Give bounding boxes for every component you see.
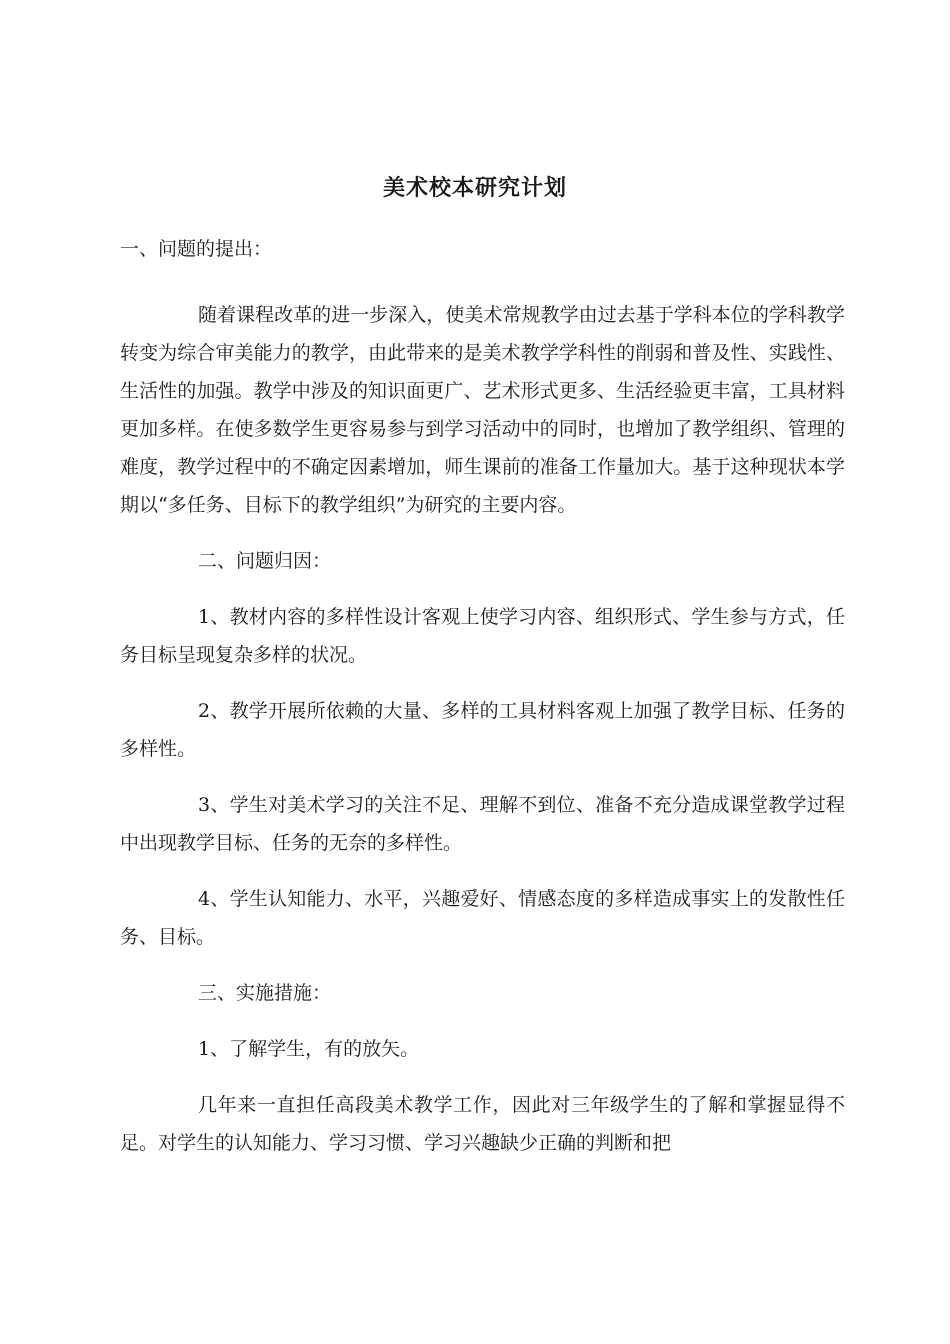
document-title: 美术校本研究计划	[382, 175, 567, 201]
paragraph: 3、学生对美术学习的关注不足、理解不到位、准备不充分造成课堂教学过程中出现教学目标、任务的无奈的多样性。	[120, 794, 845, 854]
paragraph: 1、教材内容的多样性设计客观上使学习内容、组织形式、学生参与方式，任务目标呈现复杂多样的状况。	[120, 606, 845, 666]
paragraph: 4、学生认知能力、水平，兴趣爱好、情感态度的多样造成事实上的发散性任务、目标。	[120, 888, 845, 948]
paragraph: 2、教学开展所依赖的大量、多样的工具材料客观上加强了教学目标、任务的多样性。	[120, 700, 845, 760]
document-body	[120, 230, 845, 1180]
section-heading-1: 一、问题的提出：	[120, 238, 273, 260]
section-heading-2: 二、问题归因：	[198, 550, 332, 572]
paragraph: 随着课程改革的进一步深入，使美术常规教学由过去基于学科本位的学科教学转变为综合审美能力的教学，由此带来的是美术教学学科性的削弱和普及性、实践性、生活性的加强。教学中涉及的知识面更广、艺术形式更多、生活经验更丰富，工具材料更加多样。在使多数学生更容易参与到学习活动中的同时，也增加了教学组织、管理的难度，教学过程中的不确定因素增加，师生课前的准备工作量加大。基于这种现状本学期以“多任务、目标下的教学组织”为研究的主要内容。	[120, 304, 845, 516]
paragraph: 几年来一直担任高段美术教学工作，因此对三年级学生的了解和掌握显得不足。对学生的认知能力、学习习惯、学习兴趣缺少正确的判断和把	[120, 1094, 845, 1154]
paragraph: 1、了解学生，有的放矢。	[198, 1038, 420, 1060]
section-heading-3: 三、实施措施：	[198, 982, 332, 1004]
